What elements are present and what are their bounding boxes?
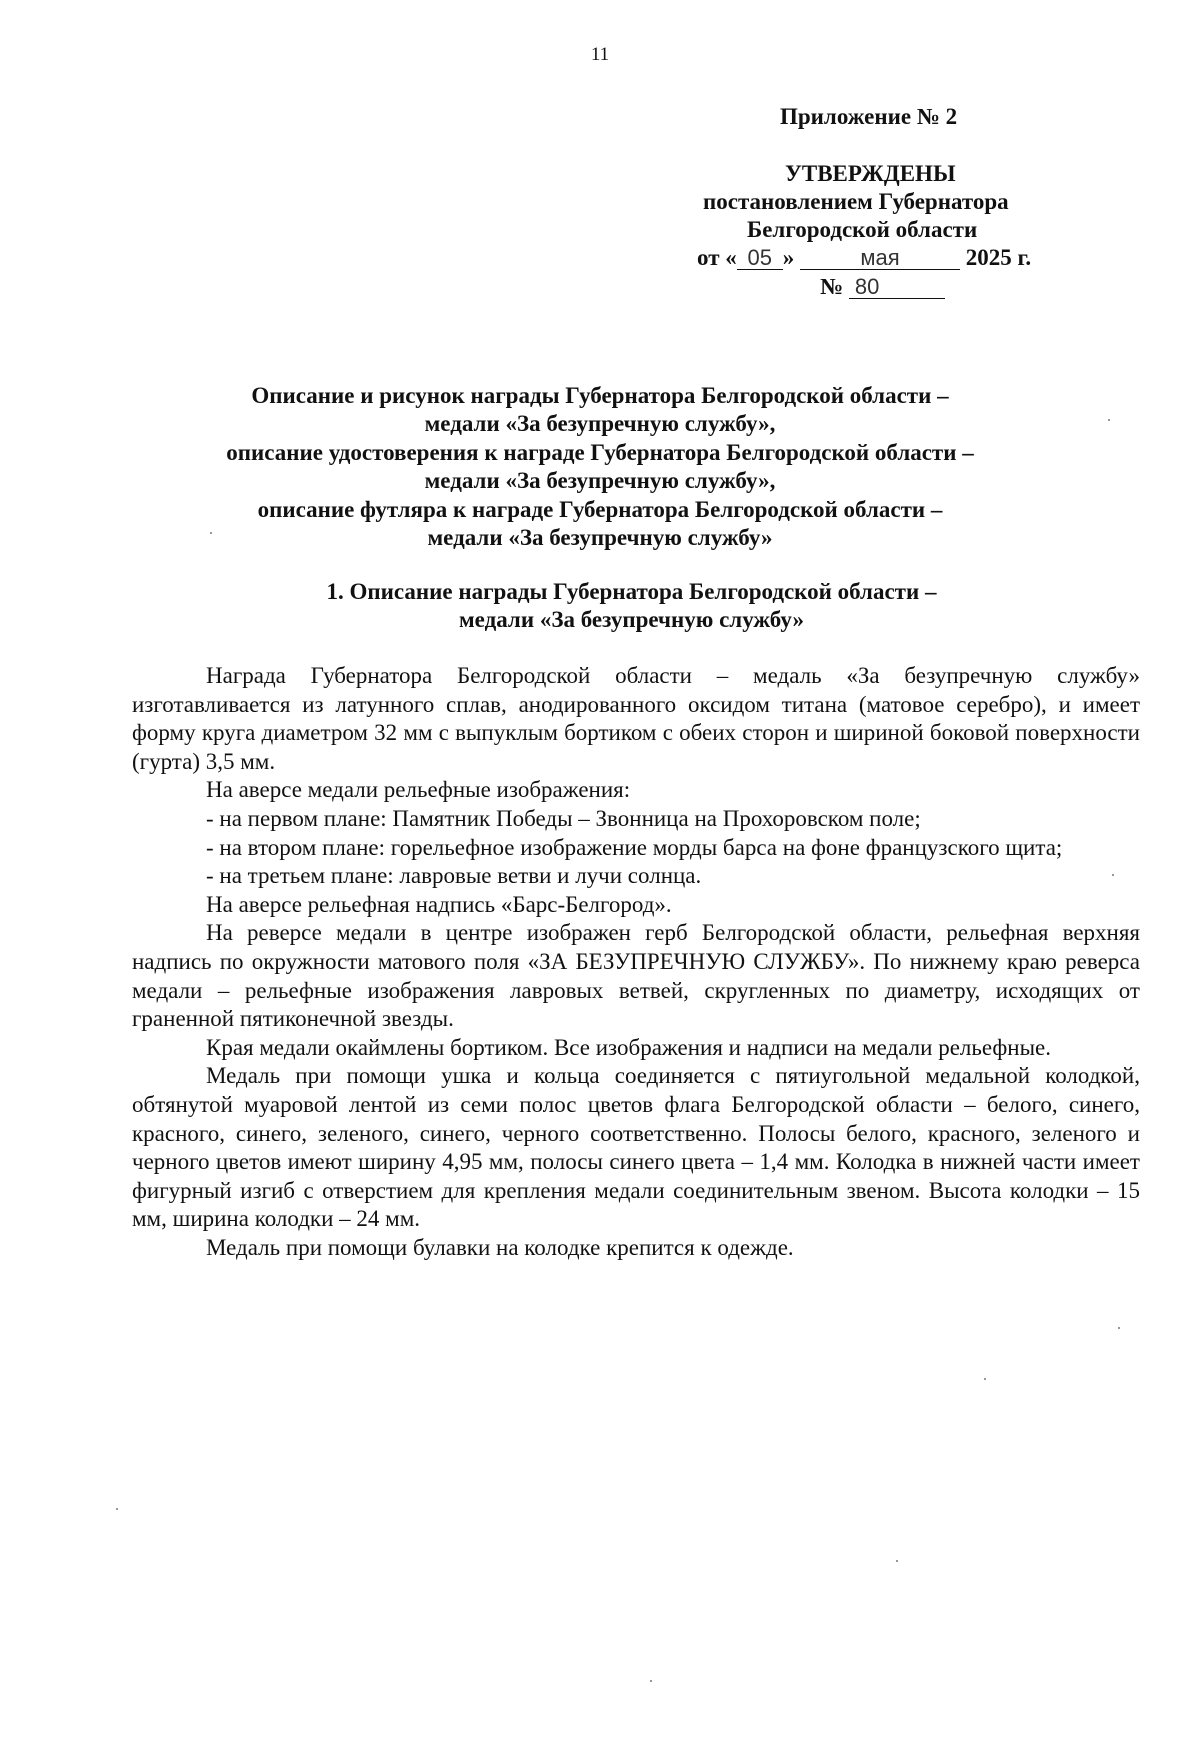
scan-speck bbox=[984, 1378, 986, 1380]
paragraph: На аверсе рельефная надпись «Барс-Белгород». bbox=[206, 891, 672, 917]
paragraph: На аверсе медали рельефные изображения: bbox=[206, 777, 631, 803]
date-day: 05 bbox=[737, 247, 783, 270]
approved-region-line: Белгородской области bbox=[747, 217, 978, 242]
heading-line: медали «За безупречную службу» bbox=[427, 525, 773, 551]
paragraph: Края медали окаймлены бортиком. Все изображения и надписи на медали рельефные. bbox=[206, 1034, 1051, 1060]
date-year: 2025 г. bbox=[965, 245, 1032, 270]
body-text bbox=[132, 662, 1140, 1262]
scan-speck bbox=[1118, 1327, 1120, 1329]
scan-speck bbox=[210, 532, 212, 534]
section-heading-line: медали «За безупречную службу» bbox=[459, 607, 804, 633]
paragraph: Медаль при помощи ушка и кольца соединяется с пятиугольной медальной колодкой, обтянутой муаровой лентой из семи полос цветов флага Белгородской области – белого, синего, красного, синего, зеленого, синего, черного соответственно. Полосы белого, красного, зеленого и черного цветов имеют ширину 4,95 мм, полосы синего цвета – 1,4 мм. Колодка в нижней части имеет фигурный изгиб с отверстием для крепления медали соединительным звеном. Высота колодки – 15 мм, ширина колодки – 24 мм. bbox=[132, 1063, 1140, 1232]
number-prefix: № bbox=[820, 274, 844, 299]
section-heading-line: 1. Описание награды Губернатора Белгородской области – bbox=[326, 579, 937, 604]
list-item: - на первом плане: Памятник Победы – Звонница на Прохоровском поле; bbox=[206, 805, 921, 831]
scan-speck bbox=[896, 1560, 898, 1562]
list-item: - на втором плане: горельефное изображение морды барса на фоне французского щита; bbox=[206, 834, 1063, 860]
heading-line: описание футляра к награде Губернатора Белгородской области – bbox=[257, 496, 943, 522]
scan-speck bbox=[1112, 874, 1114, 876]
list-item: - на третьем плане: лавровые ветви и лучи солнца. bbox=[206, 863, 702, 889]
paragraph: Медаль при помощи булавки на колодке крепится к одежде. bbox=[206, 1234, 794, 1260]
scan-speck bbox=[1108, 419, 1110, 421]
date-prefix: от « bbox=[697, 245, 737, 270]
heading-line: медали «За безупречную службу», bbox=[424, 411, 776, 437]
approval-number-line bbox=[820, 274, 945, 300]
scan-speck bbox=[650, 1680, 652, 1682]
heading-line: медали «За безупречную службу», bbox=[424, 468, 776, 494]
date-mid: » bbox=[782, 245, 795, 270]
number-value: 80 bbox=[849, 276, 945, 299]
main-heading bbox=[0, 382, 1200, 552]
scan-speck bbox=[116, 1508, 118, 1510]
paragraph: На реверсе медали в центре изображен герб Белгородской области, рельефная верхняя надпись по окружности матового поля «ЗА БЕЗУПРЕЧНУЮ СЛУЖБУ». По нижнему краю реверса медали – рельефные изображения лавровых ветвей, скругленных по диаметру, исходящих от граненной пятиконечной звезды. bbox=[132, 920, 1140, 1032]
heading-line: Описание и рисунок награды Губернатора Белгородской области – bbox=[251, 383, 949, 408]
paragraph: Награда Губернатора Белгородской области – медаль «За безупречную службу» изготавливается из латунного сплав, анодированного оксидом титана (матовое серебро), и имеет форму круга диаметром 32 мм с выпуклым бортиком с обеих сторон и шириной боковой поверхности (гурта) 3,5 мм. bbox=[132, 663, 1140, 774]
date-month: мая bbox=[800, 247, 960, 270]
appendix-title: Приложение № 2 bbox=[780, 104, 958, 129]
heading-line: описание удостоверения к награде Губернатора Белгородской области – bbox=[226, 439, 974, 465]
approval-date-line bbox=[697, 245, 1031, 271]
approved-label: УТВЕРЖДЕНЫ bbox=[785, 161, 956, 186]
section-heading bbox=[0, 578, 1200, 635]
approved-by-line: постановлением Губернатора bbox=[703, 189, 1009, 214]
page-number: 11 bbox=[590, 44, 610, 65]
